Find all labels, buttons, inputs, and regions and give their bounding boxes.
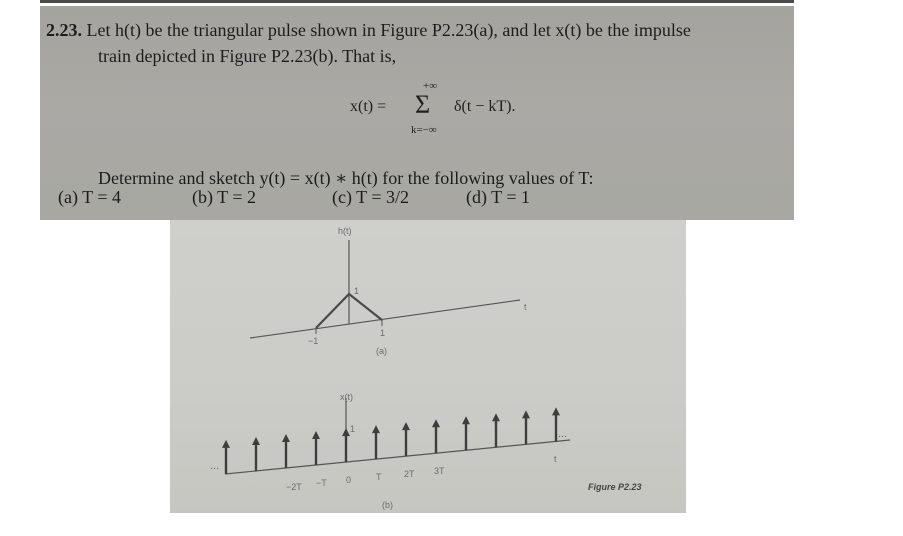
figure-a-peak-label: 1 bbox=[354, 286, 360, 296]
problem-number: 2.23. bbox=[46, 20, 82, 40]
figure-b-xlabel: t bbox=[554, 454, 557, 464]
impulse-arrowhead bbox=[432, 419, 440, 427]
impulse-arrowhead bbox=[492, 413, 500, 421]
impulse-arrowhead bbox=[222, 440, 230, 448]
top-rule bbox=[40, 0, 794, 3]
figure-caption: Figure P2.23 bbox=[588, 482, 642, 492]
impulse-arrowhead bbox=[342, 428, 350, 436]
figure-block bbox=[170, 220, 686, 513]
equation-lhs: x(t) = bbox=[350, 98, 387, 115]
part-b: (b) T = 2 bbox=[192, 187, 256, 207]
equation-term: δ(t − kT). bbox=[454, 98, 516, 115]
figure-b-tick-0: 0 bbox=[346, 475, 352, 485]
figure-b-tick-2T: 2T bbox=[404, 469, 415, 479]
figure-b-tick-neg2T: −2T bbox=[286, 482, 302, 492]
figure-a-tick-left-label: −1 bbox=[308, 336, 319, 346]
problem-statement-line-3: Determine and sketch y(t) = x(t) ∗ h(t) for the following values of T: bbox=[98, 168, 594, 188]
impulse-arrowhead bbox=[252, 437, 260, 445]
impulse-arrowhead bbox=[372, 425, 380, 433]
impulse-arrowhead bbox=[282, 434, 290, 442]
problem-line-1 bbox=[46, 20, 691, 41]
figure-a-xlabel: t bbox=[524, 302, 527, 312]
figure-a-tick-right-label: 1 bbox=[380, 328, 386, 338]
figure-b-height-label: 1 bbox=[350, 424, 356, 434]
figure-b-graph bbox=[225, 398, 570, 474]
part-c: (c) T = 3/2 bbox=[332, 187, 409, 207]
problem-text-block bbox=[40, 6, 794, 220]
problem-statement-line-1: Let h(t) be the triangular pulse shown in Figure P2.23(a), and let x(t) be the impulse bbox=[86, 20, 691, 40]
figure-b-ylabel: x(t) bbox=[340, 392, 353, 402]
impulse-arrowhead bbox=[552, 407, 560, 415]
part-d: (d) T = 1 bbox=[466, 187, 530, 207]
impulse-arrowhead bbox=[462, 416, 470, 424]
figure-b-tick-negT: −T bbox=[316, 478, 327, 488]
figure-b-ellipsis-right: ... bbox=[558, 428, 568, 440]
part-a: (a) T = 4 bbox=[58, 187, 121, 207]
figure-b-caption: (b) bbox=[382, 500, 393, 510]
problem-statement-line-2: train depicted in Figure P2.23(b). That is, bbox=[98, 46, 397, 66]
figure-b-t-axis bbox=[225, 440, 570, 474]
figure-b-tick-3T: 3T bbox=[434, 466, 445, 476]
figure-svg bbox=[170, 220, 686, 513]
equation-sum-symbol: Σ bbox=[415, 90, 431, 119]
equation-lower-limit: k=−∞ bbox=[411, 124, 437, 136]
impulse-arrowhead bbox=[402, 422, 410, 430]
impulse-arrowhead bbox=[522, 410, 530, 418]
figure-b-tick-T: T bbox=[376, 472, 382, 482]
figure-a-ylabel: h(t) bbox=[338, 226, 352, 236]
figure-a-graph bbox=[250, 240, 520, 338]
impulse-train bbox=[222, 407, 560, 474]
figure-b-ellipsis-left: ... bbox=[210, 460, 220, 472]
impulse-arrowhead bbox=[312, 431, 320, 439]
equation-upper-limit: +∞ bbox=[423, 80, 438, 92]
figure-a-caption: (a) bbox=[376, 346, 387, 356]
